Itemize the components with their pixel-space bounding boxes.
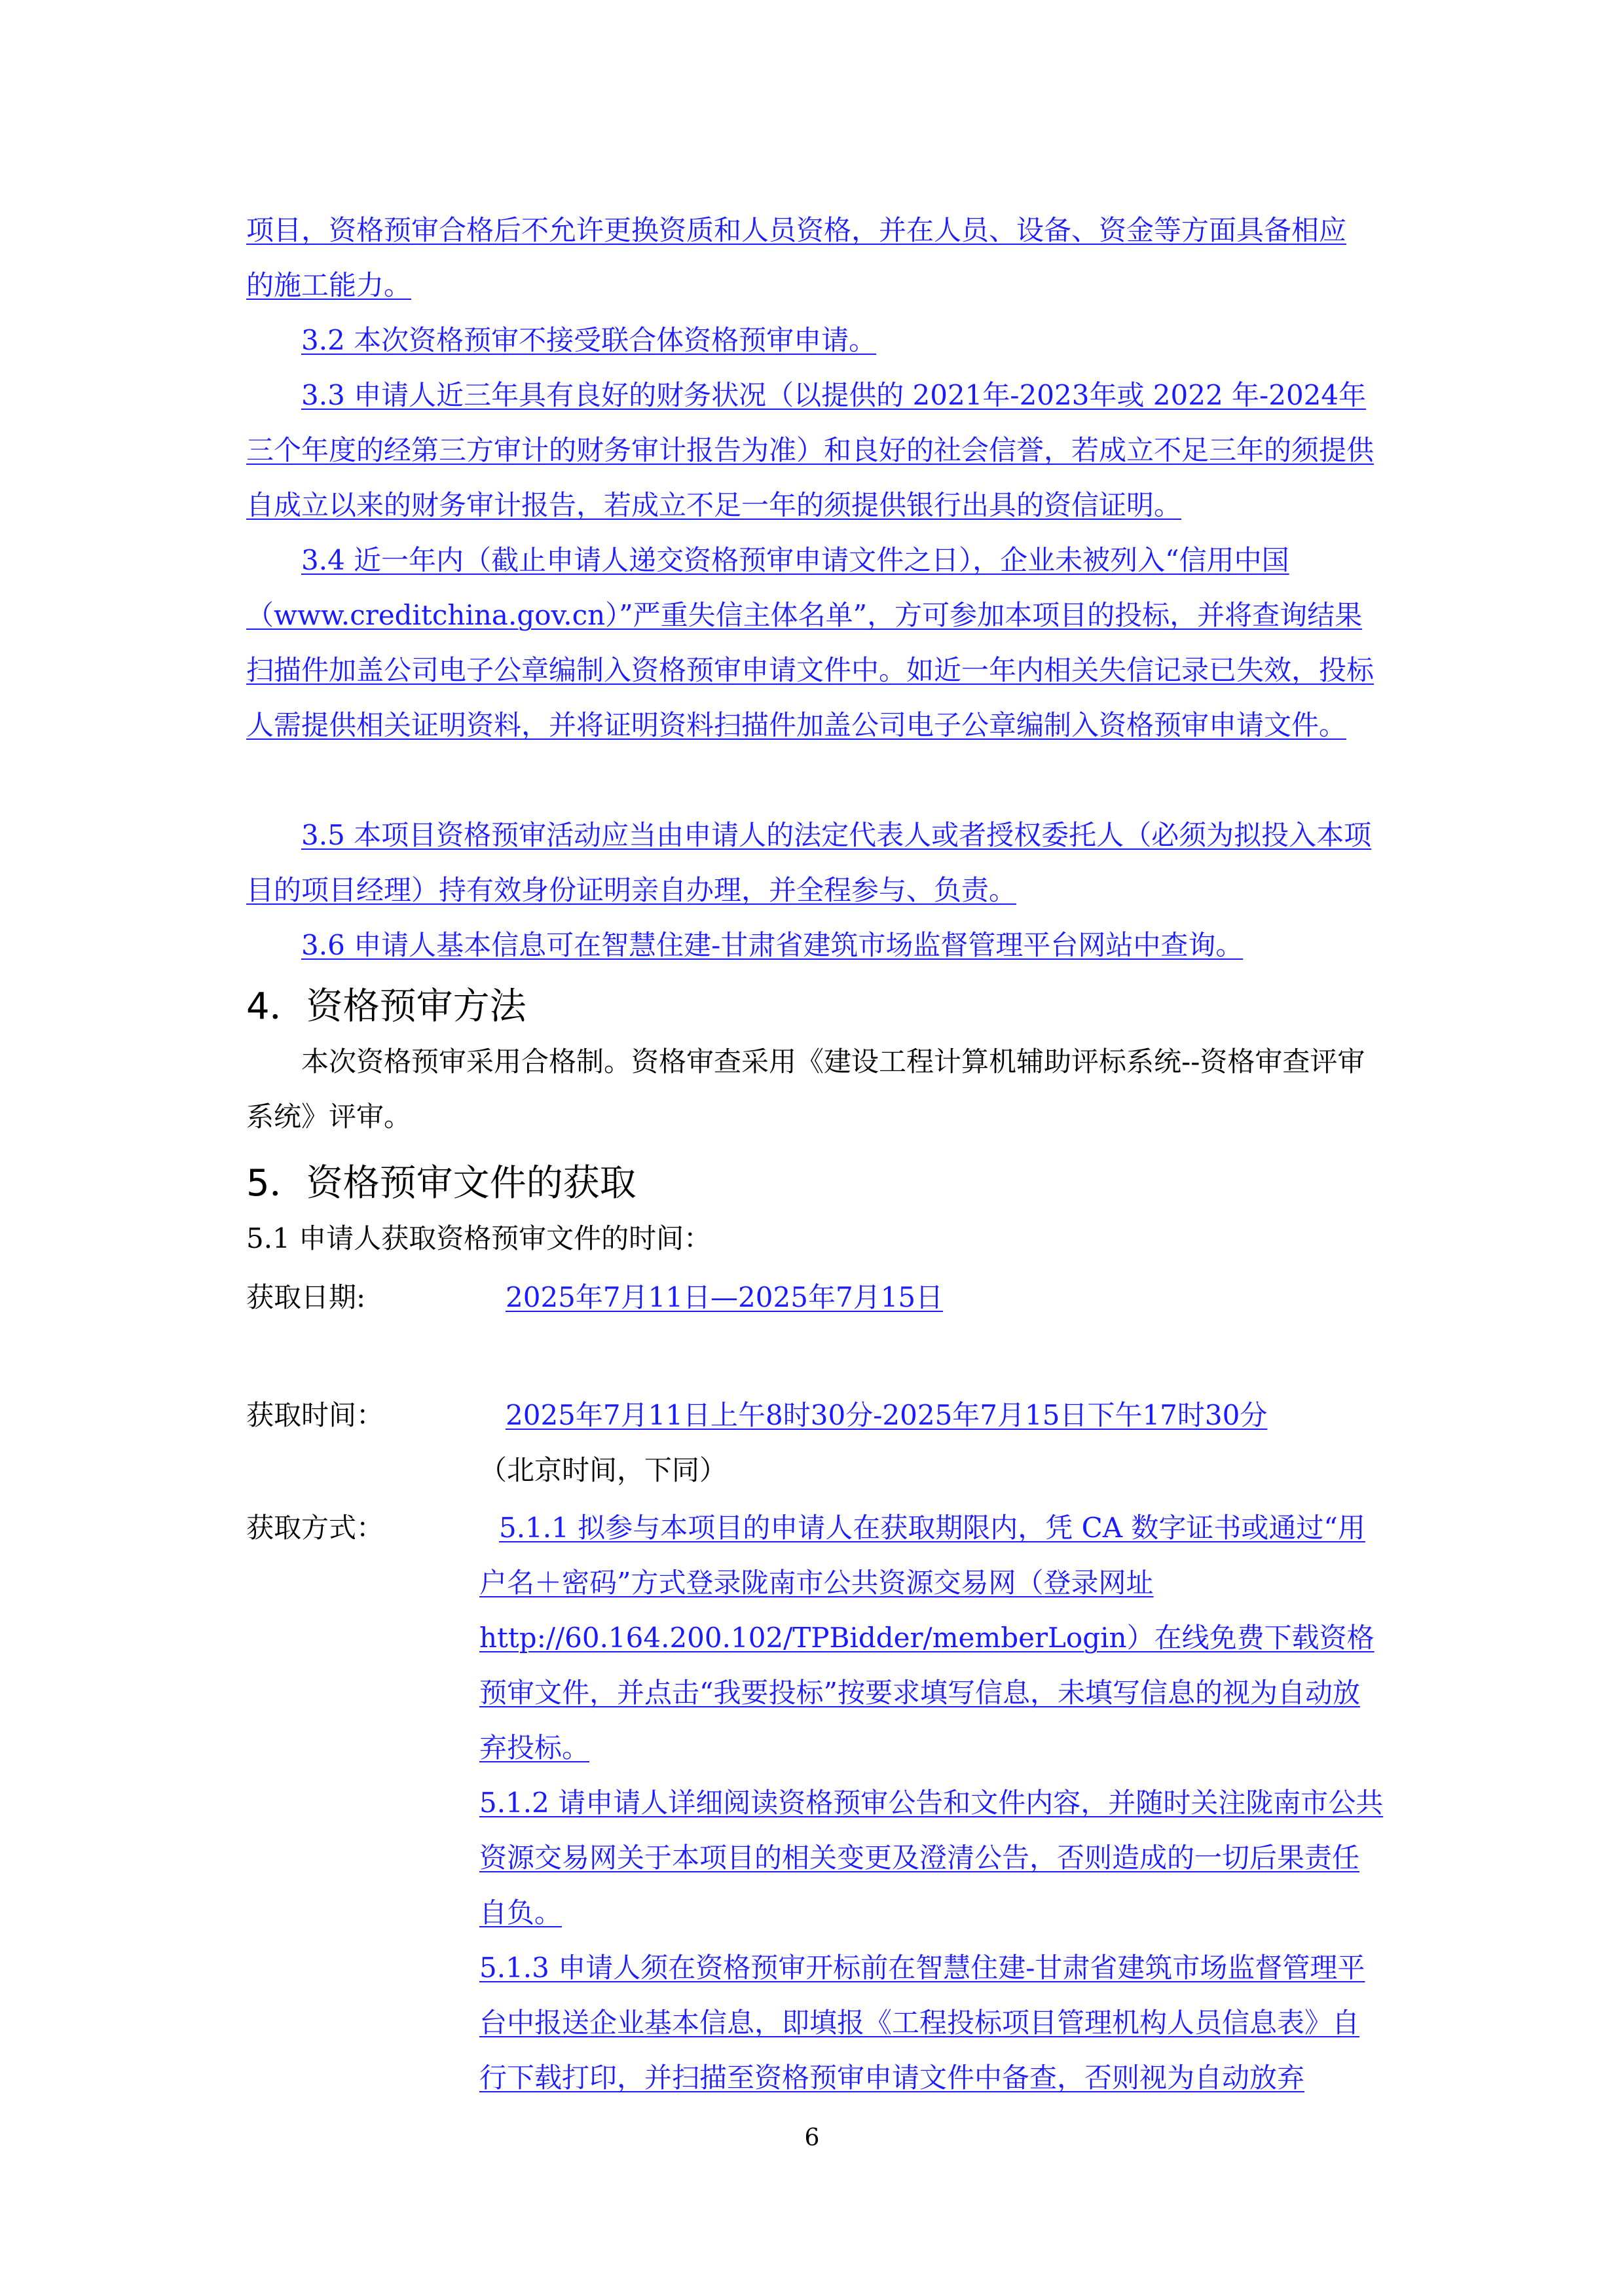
- method-content: [479, 1501, 1386, 2105]
- time-field: [479, 1388, 1386, 1498]
- item-3-3: [246, 368, 1386, 533]
- item-3-6: [246, 918, 1386, 973]
- section-4-heading: 4．资格预审方法: [246, 985, 526, 1028]
- time-suffix: （北京时间，下同）: [479, 1454, 728, 1486]
- item-3-3-text[interactable]: 3.3 申请人近三年具有良好的财务状况（以提供的 2021年-2023年或 2022 年-2024年三个年度的经第三方审计的财务审计报告为准）和良好的社会信誉，若成立不足三年的须提供自成立以来的财务审计报告，若成立不足一年的须提供银行出具的资信证明。: [246, 379, 1375, 521]
- method-5-1-2-text[interactable]: 5.1.2 请申请人详细阅读资格预审公告和文件内容，并随时关注陇南市公共资源交易网关于本项目的相关变更及澄清公告，否则造成的一切后果责任自负。: [479, 1787, 1384, 1929]
- time-value[interactable]: 2025年7月11日上午8时30分-2025年7月15日下午17时30分: [506, 1399, 1268, 1431]
- item-3-5-text[interactable]: 3.5 本项目资格预审活动应当由申请人的法定代表人或者授权委托人（必须为拟投入本项目的项目经理）持有效身份证明亲自办理，并全程参与、负责。: [246, 819, 1372, 906]
- item-3-2-text[interactable]: 3.2 本次资格预审不接受联合体资格预审申请。: [301, 324, 877, 356]
- section-4-body: 本次资格预审采用合格制。资格审查采用《建设工程计算机辅助评标系统--资格审查评审系统》评审。: [246, 1046, 1365, 1133]
- date-field: [479, 1270, 1331, 1325]
- page-number: 6: [804, 2124, 820, 2151]
- method-5-1-1-text[interactable]: 5.1.1 拟参与本项目的申请人在获取期限内，凭 CA 数字证书或通过“用户名＋密码”方式登录陇南市公共资源交易网（登录网址 http://60.164.200.102/TPBidder/memberLogin）在线免费下载资格预审文件，并点击“我要投标”按要求填写信息，未填写信息的视为自动放弃投标。: [479, 1512, 1375, 1764]
- item-3-4-text[interactable]: 3.4 近一年内（截止申请人递交资格预审申请文件之日），企业未被列入“信用中国（www.creditchina.gov.cn）”严重失信主体名单”，方可参加本项目的投标，并将查询结果扫描件加盖公司电子公章编制入资格预审申请文件中。如近一年内相关失信记录已失效，投标人需提供相关证明资料，并将证明资料扫描件加盖公司电子公章编制入资格预审申请文件。: [246, 544, 1375, 741]
- date-value[interactable]: 2025年7月11日—2025年7月15日: [506, 1281, 944, 1313]
- time-label: 获取时间：: [246, 1399, 384, 1431]
- method-5-1-1: [479, 1501, 1386, 1776]
- section-5-1-title: 5.1 申请人获取资格预审文件的时间：: [246, 1222, 712, 1254]
- date-label: 获取日期:: [246, 1281, 366, 1313]
- method-label: 获取方式：: [246, 1512, 384, 1544]
- section-5-heading: 5．资格预审文件的获取: [246, 1162, 637, 1205]
- item-3-4: [246, 533, 1386, 753]
- item-3-5: [246, 808, 1386, 918]
- item-3-6-text[interactable]: 3.6 申请人基本信息可在智慧住建-甘肃省建筑市场监督管理平台网站中查询。: [301, 929, 1244, 961]
- intro-line-2[interactable]: 的施工能力。: [246, 269, 412, 301]
- item-3-2: [246, 313, 1386, 368]
- intro-paragraph: [246, 203, 1386, 313]
- method-5-1-2: [479, 1776, 1386, 1941]
- intro-line-1[interactable]: 项目，资格预审合格后不允许更换资质和人员资格，并在人员、设备、资金等方面具备相应: [246, 214, 1347, 246]
- method-5-1-3: [479, 1941, 1386, 2105]
- method-5-1-3-text[interactable]: 5.1.3 申请人须在资格预审开标前在智慧住建-甘肃省建筑市场监督管理平台中报送企业基本信息，即填报《工程投标项目管理机构人员信息表》自行下载打印，并扫描至资格预审申请文件中备查，否则视为自动放弃: [479, 1952, 1365, 2094]
